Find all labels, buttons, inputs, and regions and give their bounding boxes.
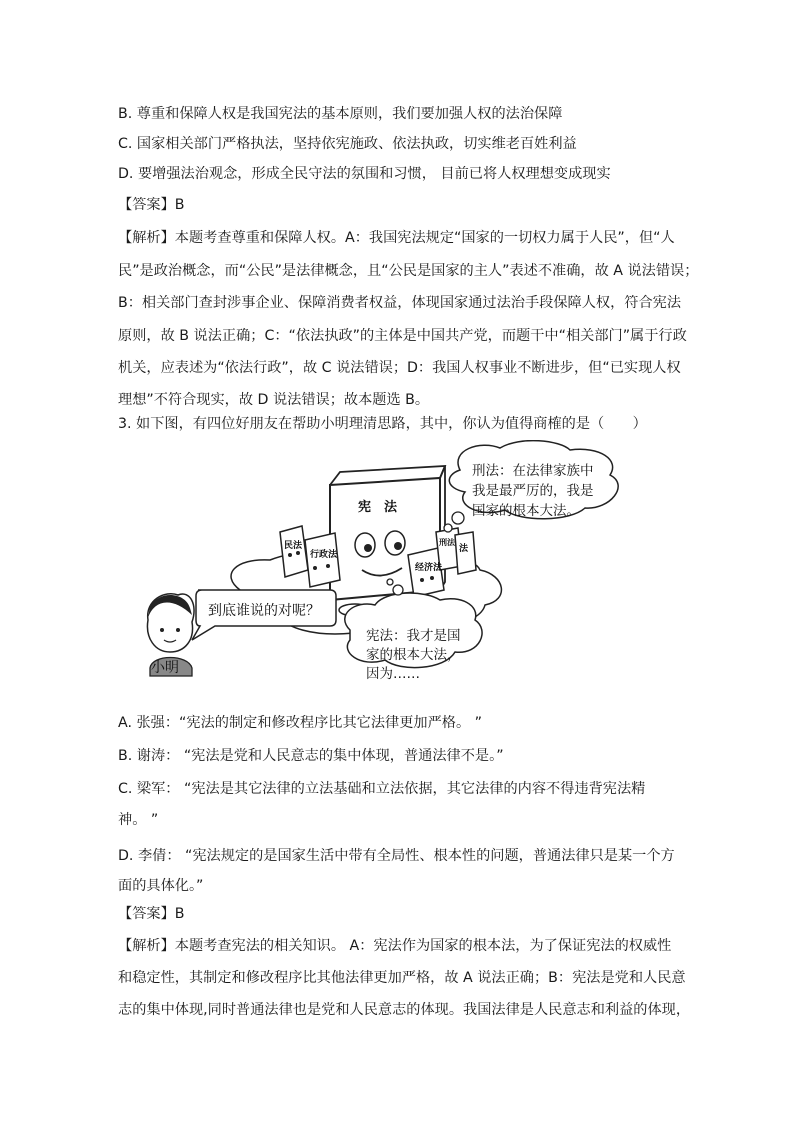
- option-b: B. 尊重和保障人权是我国宪法的基本原则，我们要加强人权的法治保障: [118, 106, 563, 122]
- book-fa-label: 法: [459, 544, 469, 554]
- book-main-label: 宪 法: [358, 500, 398, 515]
- analysis-line: 原则，故 B 说法正确；C：“依法执政”的主体是中国共产党，而题干中“相关部门”属于行政: [118, 328, 687, 344]
- book-xingzhengfa-label: 行政法: [310, 550, 338, 560]
- cartoon-illustration: [140, 440, 650, 690]
- book-jingjifa-label: 经济法: [415, 563, 443, 573]
- analysis-line: 志的集中体现,同时普通法律也是党和人民意志的体现。我国法律是人民意志和利益的体现，: [118, 1002, 691, 1018]
- option-c: C. 国家相关部门严格执法，坚持依宪施政、依法执政，切实维老百姓利益: [118, 136, 577, 152]
- option-d: D. 要增强法治观念，形成全民守法的氛围和习惯， 目前已将人权理想变成现实: [118, 166, 611, 182]
- option-b: B. 谢涛： “宪法是党和人民意志的集中体现，普通法律不是。”: [118, 748, 504, 764]
- bubble-xianfa-line: 宪法：我才是国: [366, 628, 461, 644]
- analysis-line: B：相关部门查封涉事企业、保障消费者权益，体现国家通过法治手段保障人权，符合宪法: [118, 295, 682, 311]
- book-xingfa-label: 刑法: [439, 538, 455, 547]
- boy-label: 小明: [151, 660, 179, 676]
- analysis-line: 理想”不符合现实，故 D 说法错误；故本题选 B。: [118, 392, 430, 408]
- option-a: A. 张强：“宪法的制定和修改程序比其它法律更加严格。 ”: [118, 715, 482, 731]
- bubble-xiaoming-text: 到底谁说的对呢？: [208, 603, 320, 619]
- bubble-xingfa-line: 我是最严厉的，我是: [472, 483, 594, 499]
- option-d: D. 李倩： “宪法规定的是国家生活中带有全局性、根本性的问题，普通法律只是某一个方: [118, 848, 675, 864]
- bubble-xingfa-line: 刑法：在法律家族中: [472, 463, 594, 479]
- analysis-line: 机关，应表述为“依法行政”，故 C 说法错误；D：我国人权事业不断进步，但“已实现人权: [118, 360, 681, 376]
- analysis-line: 和稳定性，其制定和修改程序比其他法律更加严格，故 A 说法正确；B：宪法是党和人民意: [118, 970, 686, 986]
- book-minfa-label: 民法: [284, 541, 303, 551]
- bubble-xianfa-line: 家的根本大法，: [366, 647, 461, 663]
- option-d-cont: 面的具体化。”: [118, 878, 204, 894]
- analysis-line: 民”是政治概念，而“公民”是法律概念，且“公民是国家的主人”表述不准确，故 A 说法错误；: [118, 263, 699, 279]
- answer-label: 【答案】B: [118, 906, 185, 922]
- analysis-line: 【解析】本题考查尊重和保障人权。A：我国宪法规定“国家的一切权力属于人民”，但“人: [118, 230, 675, 246]
- option-c-cont: 神。 ”: [118, 812, 159, 828]
- option-c: C. 梁军： “宪法是其它法律的立法基础和立法依据，其它法律的内容不得违背宪法精: [118, 781, 646, 797]
- answer-label: 【答案】B: [118, 197, 185, 213]
- bubble-xianfa-line: 因为……: [366, 666, 420, 682]
- question-3: 3. 如下图，有四位好朋友在帮助小明理清思路，其中，你认为值得商榷的是（ ）: [118, 416, 647, 432]
- bubble-xingfa-line: 国家的根本大法。: [472, 503, 580, 519]
- analysis-line: 【解析】本题考查宪法的相关知识。 A：宪法作为国家的根本法，为了保证宪法的权威性: [118, 938, 672, 954]
